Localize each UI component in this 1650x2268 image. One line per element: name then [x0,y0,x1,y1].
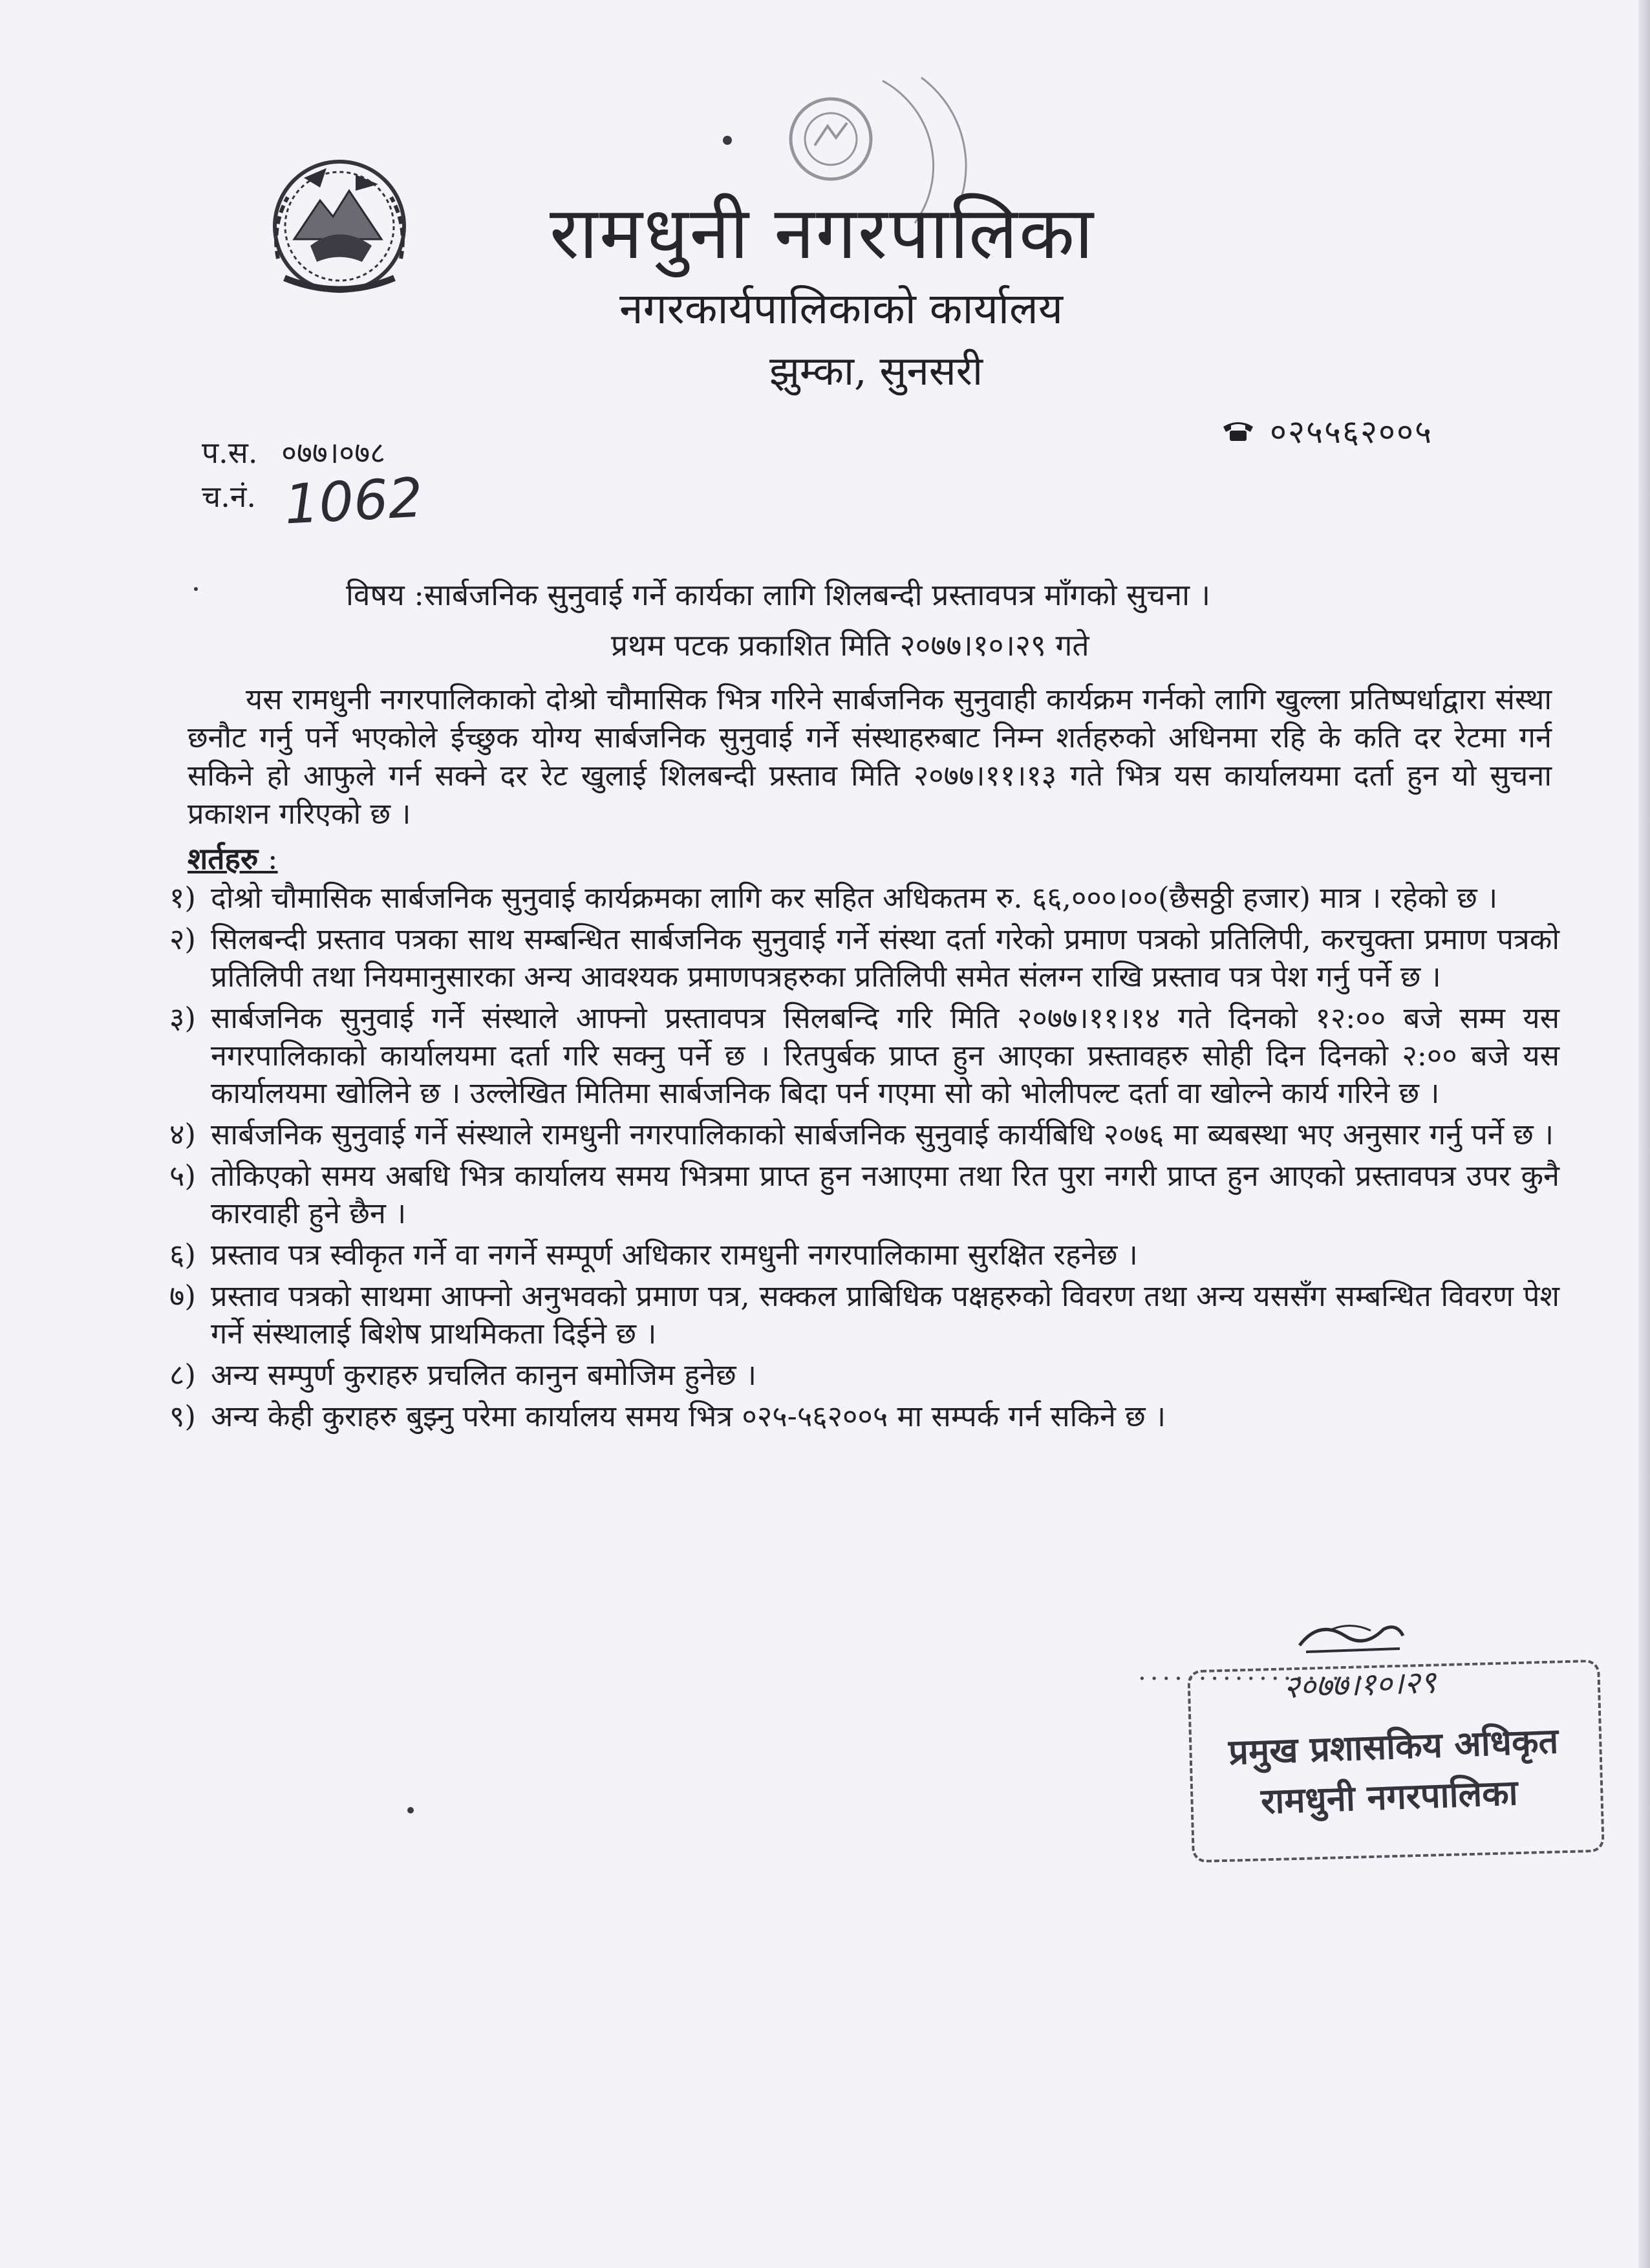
conditions-heading-colon: : [258,841,278,876]
condition-number: ३) [169,1001,196,1035]
scan-speck [723,136,732,145]
condition-item [169,921,1559,996]
condition-text: सिलबन्दी प्रस्ताव पत्रका साथ सम्बन्धित सार्बजनिक सुनुवाई गर्ने संस्था दर्ता गरेको प्रमाण पत्रको प्रतिलिपी, करचुक्ता प्रमाण पत्रको प्रतिलिपी तथा नियमानुसारका अन्य आवश्यक प्रमाणपत्रहरुका प्रतिलिपी समेत संलग्न राखि प्रस्ताव पत्र पेश गर्नु पर्ने छ । [211,922,1559,994]
signature-line: ................... [1138,1656,1368,1686]
condition-item [169,1000,1559,1112]
notice-subject: विषय :सार्बजनिक सुनुवाई गर्ने कार्यका लागि शिलबन्दी प्रस्तावपत्र माँगको सुचना । [346,577,1211,612]
condition-number: ४) [169,1117,196,1151]
condition-item [169,1116,1559,1153]
condition-item [169,1236,1559,1274]
stamp-office: रामधुनी नगरपालिका [1260,1771,1519,1822]
condition-number: २) [169,922,196,956]
page-edge-shadow [1638,0,1650,2268]
handwritten-signature-icon [1293,1616,1409,1662]
scan-speck [194,587,198,591]
patra-sankhya-label: प.स. [202,435,258,470]
condition-number: ८) [169,1358,196,1392]
condition-number: १) [169,881,196,915]
office-subtitle: नगरकार्यपालिकाको कार्यालय [619,284,1063,334]
office-address: झुम्का, सुनसरी [769,347,983,394]
condition-number: ९) [169,1399,196,1433]
condition-text: तोकिएको समय अबधि भित्र कार्यालय समय भित्रमा प्राप्त हुन नआएमा तथा रित पुरा नगरी प्राप्त हुन आएको प्रस्तावपत्र उपर कुनै कारवाही हुने छैन । [211,1159,1559,1230]
chalani-label: च.नं. [202,479,256,514]
condition-item [169,1157,1559,1232]
telephone-icon [1221,418,1256,444]
condition-text: अन्य केही कुराहरु बुझ्नु परेमा कार्यालय समय भित्र ०२५-५६२००५ मा सम्पर्क गर्न सकिने छ । [211,1399,1166,1433]
nepal-emblem-icon [259,149,420,304]
conditions-list [169,879,1559,1439]
condition-number: ७) [169,1279,196,1313]
phone-block [1221,409,1433,453]
municipality-title: रामधुनी नगरपालिका [550,191,1095,275]
condition-item [169,1356,1559,1394]
condition-text: अन्य सम्पुर्ण कुराहरु प्रचलित कानुन बमोजिम हुनेछ । [211,1358,757,1392]
conditions-heading: शर्तहरु [188,841,259,876]
condition-text: सार्बजनिक सुनुवाई गर्ने संस्थाले आफ्नो प्रस्तावपत्र सिलबन्दि गरि मिति २०७७।११।१४ गते दिनको १२:०० बजे सम्म यस नगरपालिकाको कार्यालयमा दर्ता गरि सक्नु पर्ने छ । रितपुर्बक प्राप्त हुन आएका प्रस्तावहरु सोही दिन दिनको २:०० बजे यस कार्यालयमा खोलिने छ । उल्लेखित मितिमा सार्बजनिक बिदा पर्न गएमा सो को भोलीपल्ट दर्ता वा खोल्ने कार्य गरिने छ । [211,1001,1559,1110]
conditions-heading-block [188,838,278,878]
patra-sankhya-value: ०७७।०७८ [281,435,386,470]
condition-text: प्रस्ताव पत्रको साथमा आफ्नो अनुभवको प्रमाण पत्र, सक्कल प्राबिधिक पक्षहरुको विवरण तथा अन्य यससँग सम्बन्धित विवरण पेश गर्ने संस्थालाई बिशेष प्राथमिकता दिईने छ । [211,1279,1559,1351]
phone-number: ०२५५६२००५ [1270,413,1433,451]
condition-item [169,1398,1559,1435]
condition-text: सार्बजनिक सुनुवाई गर्ने संस्थाले रामधुनी नगरपालिकाको सार्बजनिक सुनुवाई कार्यबिधि २०७६ मा ब्यबस्था भए अनुसार गर्नु पर्ने छ । [211,1117,1554,1151]
patra-sankhya [202,432,385,472]
condition-item [169,1278,1559,1353]
condition-text: प्रस्ताव पत्र स्वीकृत गर्ने वा नगर्ने सम्पूर्ण अधिकार रामधुनी नगरपालिकामा सुरक्षित रहनेछ । [211,1237,1138,1272]
condition-number: ५) [169,1159,196,1193]
notice-intro-paragraph: यस रामधुनी नगरपालिकाको दोश्रो चौमासिक भित्र गरिने सार्बजनिक सुनुवाही कार्यक्रम गर्नको लागि खुल्ला प्रतिष्पर्धाद्वारा संस्था छनौट गर्नु पर्ने भएकोले ईच्छुक योग्य सार्बजनिक सुनुवाई गर्ने संस्थाहरुबाट निम्न शर्तहरुको अधिनमा रहि के कति दर रेटमा गर्न सकिने हो आफुले गर्न सक्ने दर रेट खुलाई शिलबन्दी प्रस्ताव मिति २०७७।११।१३ गते भित्र यस कार्यालयमा दर्ता हुन यो सुचना प्रकाशन गरिएको छ । [188,682,1552,831]
publication-date: प्रथम पटक प्रकाशित मिति २०७७।१०।२९ गते [611,628,1089,663]
scan-speck [407,1807,414,1813]
condition-item [169,879,1559,917]
signature-date: २०७७।१०।२९ [1283,1664,1437,1706]
condition-number: ६) [169,1237,196,1272]
chalani-number: 1062 [283,465,425,537]
stamp-designation: प्रमुख प्रशासकिय अधिकृत [1228,1720,1559,1773]
condition-text: दोश्रो चौमासिक सार्बजनिक सुनुवाई कार्यक्रमका लागि कर सहित अधिकतम रु. ६६,०००।००(छैसठ्ठी हजार) मात्र । रहेको छ । [211,881,1498,915]
